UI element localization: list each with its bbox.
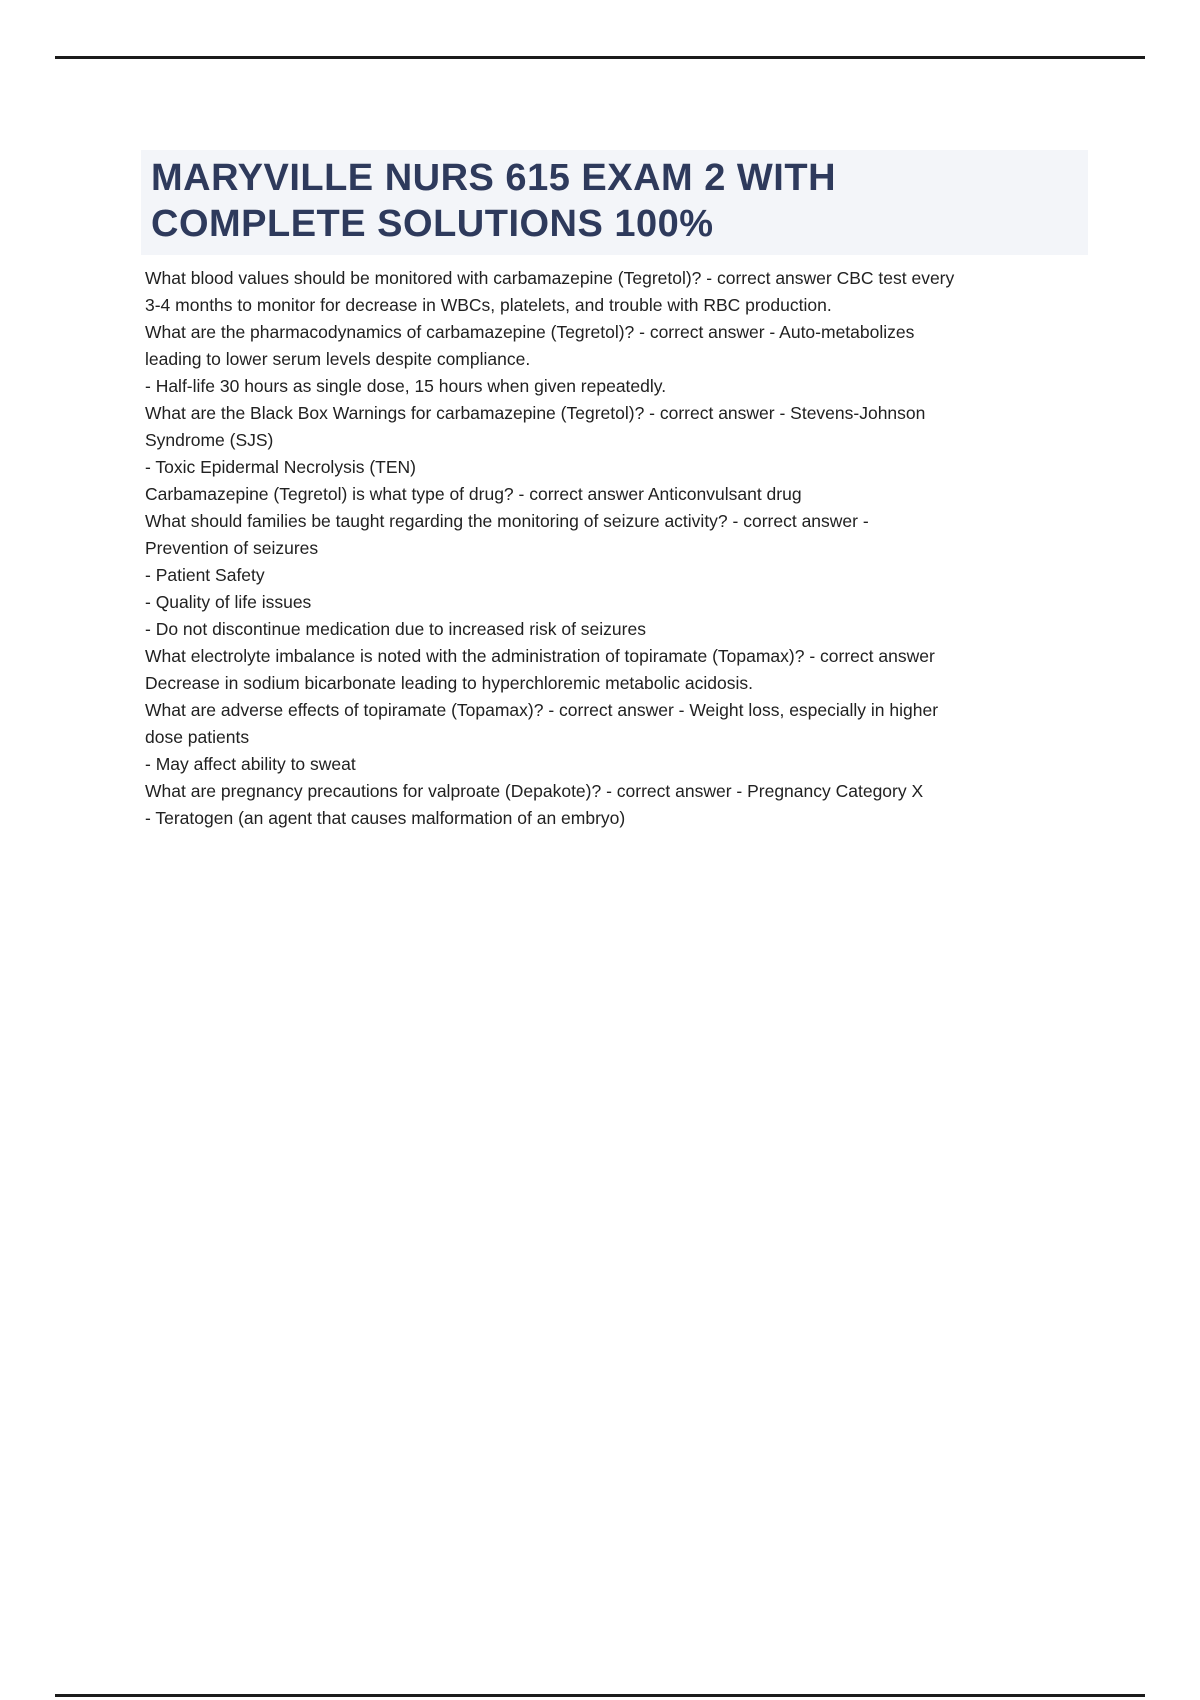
paragraph-line: What electrolyte imbalance is noted with the administration of topiramate (Topamax)? - correct answer bbox=[145, 646, 935, 666]
footer-rule bbox=[55, 1694, 1145, 1697]
paragraph bbox=[145, 454, 1095, 481]
paragraph-line: What are pregnancy precautions for valproate (Depakote)? - correct answer - Pregnancy Category X bbox=[145, 781, 924, 801]
paragraph bbox=[145, 778, 1095, 805]
paragraph-line: leading to lower serum levels despite compliance. bbox=[145, 349, 531, 369]
paragraph-line: - May affect ability to sweat bbox=[145, 754, 356, 774]
paragraph bbox=[145, 373, 1095, 400]
paragraph-line: What are the Black Box Warnings for carbamazepine (Tegretol)? - correct answer - Stevens-Johnson bbox=[145, 403, 926, 423]
paragraph bbox=[145, 400, 1095, 454]
paragraph-line: - Patient Safety bbox=[145, 565, 265, 585]
paragraph bbox=[145, 481, 1095, 508]
paragraph-line: 3-4 months to monitor for decrease in WBCs, platelets, and trouble with RBC production. bbox=[145, 295, 832, 315]
paragraph-line: Prevention of seizures bbox=[145, 538, 319, 558]
page-title-line-1: MARYVILLE NURS 615 EXAM 2 WITH bbox=[151, 157, 837, 199]
paragraph-line: What should families be taught regarding the monitoring of seizure activity? - correct answer - bbox=[145, 511, 869, 531]
paragraph bbox=[145, 751, 1095, 778]
paragraph-line: What are the pharmacodynamics of carbamazepine (Tegretol)? - correct answer - Auto-metabolizes bbox=[145, 322, 915, 342]
paragraph bbox=[145, 643, 1095, 697]
paragraph bbox=[145, 616, 1095, 643]
header-rule bbox=[55, 56, 1145, 59]
paragraph-line: - Teratogen (an agent that causes malformation of an embryo) bbox=[145, 808, 626, 828]
title-block bbox=[141, 150, 1088, 255]
paragraph bbox=[145, 265, 1095, 319]
paragraph-line: Carbamazepine (Tegretol) is what type of drug? - correct answer Anticonvulsant drug bbox=[145, 484, 802, 504]
paragraph bbox=[145, 508, 1095, 562]
paragraph-line: Syndrome (SJS) bbox=[145, 430, 274, 450]
paragraph bbox=[145, 589, 1095, 616]
paragraph-line: What are adverse effects of topiramate (Topamax)? - correct answer - Weight loss, especially in higher bbox=[145, 700, 939, 720]
paragraph-line: - Half-life 30 hours as single dose, 15 hours when given repeatedly. bbox=[145, 376, 667, 396]
paragraph-line: - Toxic Epidermal Necrolysis (TEN) bbox=[145, 457, 416, 477]
content bbox=[145, 265, 1095, 832]
page-title-line-2: COMPLETE SOLUTIONS 100% bbox=[151, 203, 714, 245]
paragraph bbox=[145, 319, 1095, 373]
paragraph bbox=[145, 805, 1095, 832]
paragraph bbox=[145, 697, 1095, 751]
paragraph bbox=[145, 562, 1095, 589]
paragraph-line: dose patients bbox=[145, 727, 250, 747]
paragraph-line: What blood values should be monitored with carbamazepine (Tegretol)? - correct answer CBC test every bbox=[145, 268, 955, 288]
paragraph-line: - Quality of life issues bbox=[145, 592, 312, 612]
paragraph-line: - Do not discontinue medication due to increased risk of seizures bbox=[145, 619, 646, 639]
paragraph-line: Decrease in sodium bicarbonate leading to hyperchloremic metabolic acidosis. bbox=[145, 673, 753, 693]
